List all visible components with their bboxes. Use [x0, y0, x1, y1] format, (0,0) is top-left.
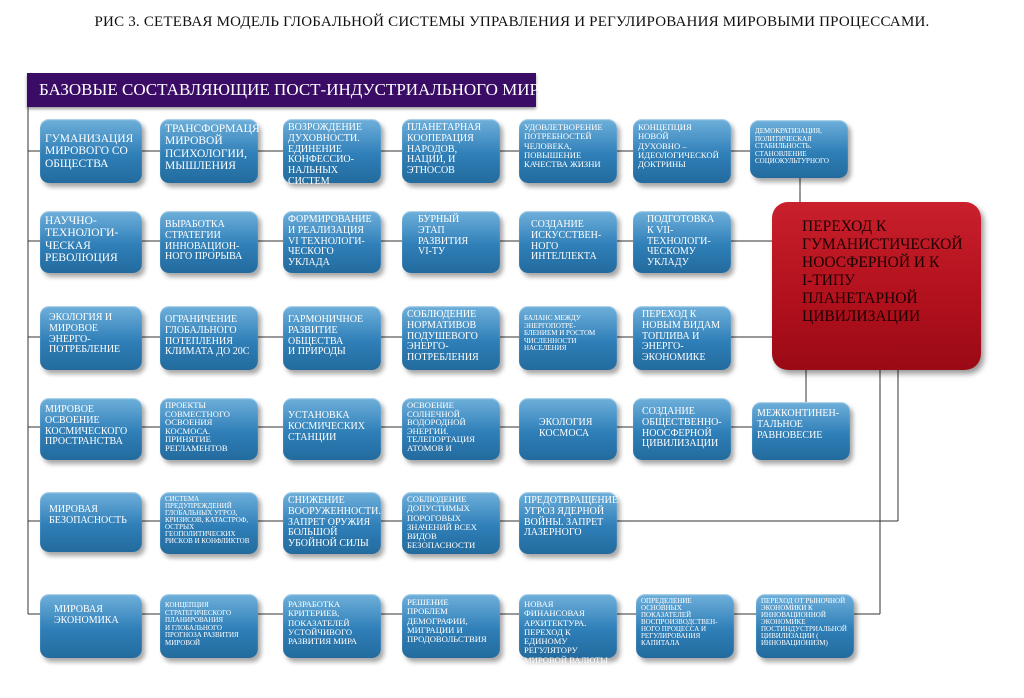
- node-capital-regulation: ОПРЕДЕЛЕНИЕ ОСНОВНЫХ ПОКАЗАТЕЛЕЙ ВОСПРОИЗВОДСТВЕН- НОГО ПРОЦЕССА И РЕГУЛИРОВАНИЯ КАПИТАЛА: [636, 594, 734, 658]
- node-global-warming-limit: ОГРАНИЧЕНИЕ ГЛОБАЛЬНОГО ПОТЕПЛЕНИЯ КЛИМАТА ДО 20С: [160, 306, 258, 370]
- figure-title: РИС 3. СЕТЕВАЯ МОДЕЛЬ ГЛОБАЛЬНОЙ СИСТЕМЫ УПРАВЛЕНИЯ И РЕГУЛИРОВАНИЯ МИРОВЫМИ ПРОЦЕССАМИ.: [94, 14, 930, 30]
- node-sustainability-criteria: РАЗРАБОТКА КРИТЕРИЕВ, ПОКАЗАТЕЛЕЙ УСТОЙЧИВОГО РАЗВИТИЯ МИРА: [283, 594, 381, 658]
- node-ecology-energy: ЭКОЛОГИЯ И МИРОВОЕ ЭНЕРГО- ПОТРЕБЛЕНИЕ: [40, 306, 142, 370]
- node-humanization: ГУМАНИЗАЦИЯ МИРОВОГО СО ОБЩЕСТВА: [40, 119, 142, 183]
- node-disarmament: СНИЖЕНИЕ ВООРУЖЕННОСТИ. ЗАПРЕТ ОРУЖИЯ БОЛЬШОЙ УБОЙНОЙ СИЛЫ: [283, 492, 381, 554]
- node-demography-migration: РЕШЕНИЕ ПРОБЛЕМ ДЕМОГРАФИИ, МИГРАЦИИ И ПРОДОВОЛЬСТВИЯ: [402, 594, 500, 658]
- node-energy-norms: СОБЛЮДЕНИЕ НОРМАТИВОВ ПОДУШЕВОГО ЭНЕРГО- ПОТРЕБЛЕНИЯ: [402, 306, 500, 370]
- node-needs-satisfaction: УДОВЛЕТВОРЕНИЕ ПОТРЕБНОСТЕЙ ЧЕЛОВЕКА, ПОВЫШЕНИЕ КАЧЕСТВА ЖИЗНИ: [519, 119, 617, 183]
- node-space-projects: ПРОЕКТЫ СОВМЕСТНОГО ОСВОЕНИЯ КОСМОСА. ПРИНЯТИЕ РЕГЛАМЕНТОВ: [160, 398, 258, 460]
- node-energy-population-balance: БАЛАНС МЕЖДУ ЭНЕРГОПОТРЕ- БЛЕНИЕМ И РОСТОМ ЧИСЛЕННОСТИ НАСЕЛЕНИЯ: [519, 306, 617, 370]
- node-democratization: ДЕМОКРАТИЗАЦИЯ, ПОЛИТИЧЕСКАЯ СТАБИЛЬНОСТЬ. СТАНОВЛЕНИЕ СОЦИОКУЛЬТУРНОГО: [750, 120, 848, 178]
- node-6th-tech-order: ФОРМИРОВАНИЕ И РЕАЛИЗАЦИЯ VI ТЕХНОЛОГИ- ЧЕСКОГО УКЛАДА: [283, 211, 381, 273]
- node-world-economy: МИРОВАЯ ЭКОНОМИКА: [40, 594, 142, 658]
- node-artificial-intelligence: СОЗДАНИЕ ИСКУССТВЕН- НОГО ИНТЕЛЛЕКТА: [519, 211, 617, 273]
- node-security-thresholds: СОБЛЮДЕНИЕ ДОПУСТИМЫХ ПОРОГОВЫХ ЗНАЧЕНИЙ ВСЕХ ВИДОВ БЕЗОПАСНОСТИ: [402, 492, 500, 554]
- node-space-ecology: ЭКОЛОГИЯ КОСМОСА: [519, 398, 617, 460]
- node-7th-tech-order: ПОДГОТОВКА К VII- ТЕХНОЛОГИ- ЧЕСКОМУ УКЛАДУ: [633, 211, 731, 273]
- node-solar-hydrogen-energy: ОСВОЕНИЕ СОЛНЕЧНОЙ ВОДОРОДНОЙ ЭНЕРГИИ. ТЕЛЕПОРТАЦИЯ АТОМОВ И: [402, 398, 500, 460]
- node-6th-order-stage: БУРНЫЙ ЭТАП РАЗВИТИЯ VI-ТУ: [402, 211, 500, 273]
- node-strategic-planning: КОНЦЕПЦИЯ СТРАТЕГИЧЕСКОГО ПЛАНИРОВАНИЯ И ГЛОБАЛЬНОГО ПРОГНОЗА РАЗВИТИЯ МИРОВОЙ: [160, 594, 258, 658]
- node-ideological-doctrine: КОНЦЕПЦИЯ НОВОЙ ДУХОВНО – ИДЕОЛОГИЧЕСКОЙ ДОКТРИНЫ: [633, 119, 731, 183]
- node-new-fuels: ПЕРЕХОД К НОВЫМ ВИДАМ ТОПЛИВА И ЭНЕРГО- ЭКОНОМИКЕ: [633, 306, 731, 370]
- node-noosphere-civilization: СОЗДАНИЕ ОБЩЕСТВЕННО- НООСФЕРНОЙ ЦИВИЛИЗАЦИИ: [633, 398, 731, 460]
- goal-box: ПЕРЕХОД К ГУМАНИСТИЧЕСКОЙ НООСФЕРНОЙ И К I-ТИПУ ПЛАНЕТАРНОЙ ЦИВИЛИЗАЦИИ: [772, 202, 981, 370]
- node-world-security: МИРОВАЯ БЕЗОПАСНОСТЬ: [40, 492, 142, 552]
- node-sci-tech-revolution: НАУЧНО- ТЕХНОЛОГИ- ЧЕСКАЯ РЕВОЛЮЦИЯ: [40, 211, 142, 273]
- node-intercontinental-balance: МЕЖКОНТИНЕН- ТАЛЬНОЕ РАВНОВЕСИЕ: [752, 402, 850, 460]
- node-innovation-economy: ПЕРЕХОД ОТ РЫНОЧНОЙ ЭКОНОМИКИ К ИННОВАЦИОННОЙ ЭКОНОМИКЕ ПОСТИНДУСТРИАЛЬНОЙ ЦИВИЛИЗАЦИИ ( ИННОВАЦИОНИЗМ): [756, 594, 854, 658]
- node-space-stations: УСТАНОВКА КОСМИЧЕСКИХ СТАНЦИИ: [283, 398, 381, 460]
- node-financial-architecture: НОВАЯ ФИНАНСОВАЯ АРХИТЕКТУРА. ПЕРЕХОД К ЕДИНОМУ РЕГУЛЯТОРУ МИРОВОЙ ВАЛЮТЫ: [519, 594, 617, 658]
- node-planetary-cooperation: ПЛАНЕТАРНАЯ КООПЕРАЦИЯ НАРОДОВ, НАЦИИ, И ЭТНОСОВ: [402, 119, 500, 183]
- header-banner: БАЗОВЫЕ СОСТАВЛЯЮЩИЕ ПОСТ-ИНДУСТРИАЛЬНОГО МИРА: [27, 73, 536, 107]
- node-psychology-transformation: ТРАНСФОРМАЦЯ МИРОВОЙ ПСИХОЛОГИИ, МЫШЛЕНИЯ: [160, 119, 258, 183]
- node-nuclear-war-prevention: ПРЕДОТВРАЩЕНИЕ УГРОЗ ЯДЕРНОЙ ВОЙНЫ. ЗАПРЕТ ЛАЗЕРНОГО: [519, 492, 617, 554]
- node-space-exploration: МИРОВОЕ ОСВОЕНИЕ КОСМИЧЕСКОГО ПРОСТРАНСТВА: [40, 398, 142, 460]
- node-threat-warning-system: СИСТЕМА ПРЕДУПРЕЖДЕНИЙ ГЛОБАЛЬНЫХ УГРОЗ, КРИЗИСОВ, КАТАСТРОФ, ОСТРЫХ ГЕОПОЛИТИЧЕСКИХ РИСКОВ И КОНФЛИКТОВ: [160, 492, 258, 554]
- node-harmonious-development: ГАРМОНИЧНОЕ РАЗВИТИЕ ОБЩЕСТВА И ПРИРОДЫ: [283, 306, 381, 370]
- node-spiritual-revival: ВОЗРОЖДЕНИЕ ДУХОВНОСТИ. ЕДИНЕНИЕ КОНФЕССИО- НАЛЬНЫХ СИСТЕМ: [283, 119, 381, 183]
- node-innovation-strategy: ВЫРАБОТКА СТРАТЕГИИ ИННОВАЦИОН- НОГО ПРОРЫВА: [160, 211, 258, 273]
